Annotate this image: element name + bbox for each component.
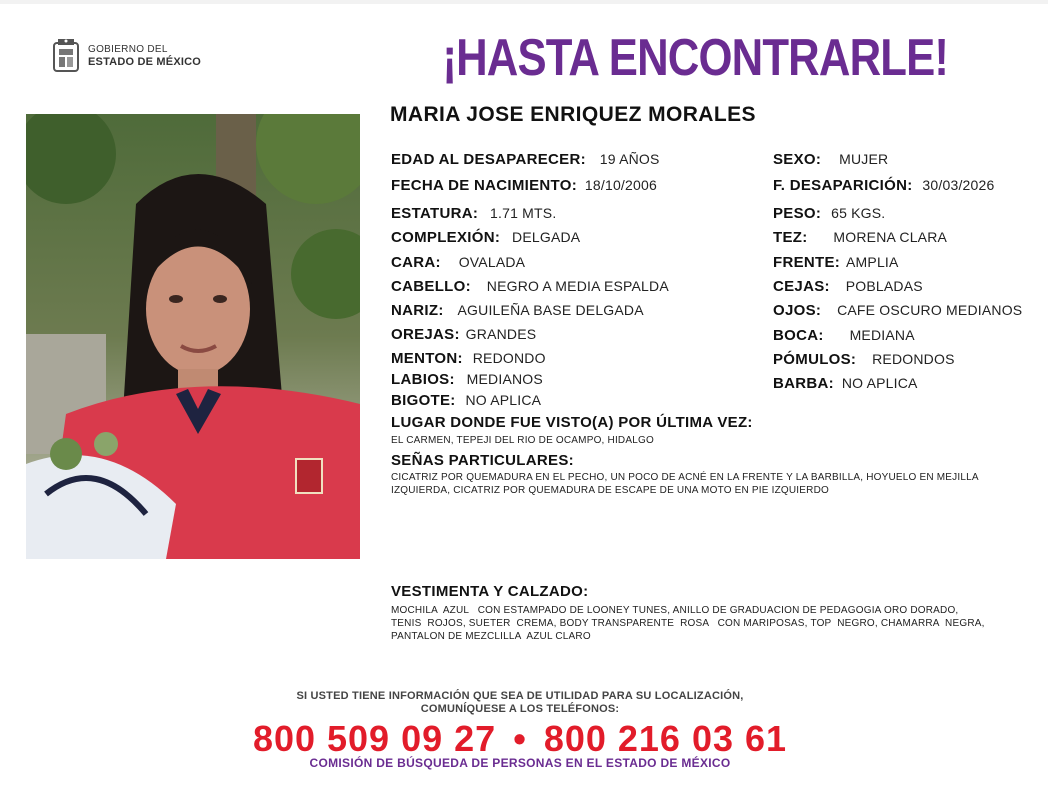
phone-separator: • (513, 718, 527, 759)
field-nariz (391, 302, 644, 319)
state-coat-of-arms-icon (50, 37, 82, 75)
marks-title: SEÑAS PARTICULARES: (391, 452, 574, 469)
field-value: AGUILEÑA BASE DELGADA (457, 302, 644, 318)
field-value: 65 KGS. (831, 205, 886, 221)
field-label: EDAD AL DESAPARECER: (391, 151, 586, 168)
field-estatura (391, 205, 556, 222)
field-label: PÓMULOS: (773, 351, 857, 368)
field-label: BIGOTE: (391, 392, 456, 409)
field-fecha-desaparicion (773, 177, 995, 194)
field-label: COMPLEXIÓN: (391, 229, 501, 246)
government-logo (50, 36, 220, 76)
marks-line-2: IZQUIERDA, CICATRIZ POR QUEMADURA DE ESCAPE DE UNA MOTO EN PIE IZQUIERDO (391, 485, 829, 496)
field-value: MEDIANA (849, 327, 915, 343)
field-label: NARIZ: (391, 302, 444, 319)
clothing-line-2: TENIS ROJOS, SUETER CREMA, BODY TRANSPARENTE ROSA CON MARIPOSAS, TOP NEGRO, CHAMARRA NEGRA, (391, 618, 985, 629)
person-name: MARIA JOSE ENRIQUEZ MORALES (390, 103, 756, 126)
field-barba (773, 375, 918, 392)
field-value: 1.71 MTS. (490, 205, 557, 221)
field-label: FECHA DE NACIMIENTO: (391, 177, 577, 194)
clothing-line-3: PANTALON DE MEZCLILLA AZUL CLARO (391, 631, 591, 642)
headline: ¡HASTA ENCONTRARLE! (442, 29, 949, 87)
field-sexo (773, 151, 888, 168)
phone-number-2[interactable]: 800 216 03 61 (543, 718, 788, 759)
field-label: TEZ: (773, 229, 808, 246)
person-photo-illustration (26, 114, 360, 559)
field-bigote (391, 392, 541, 409)
field-edad (391, 151, 660, 168)
last-seen-text: EL CARMEN, TEPEJI DEL RIO DE OCAMPO, HIDALGO (391, 435, 654, 446)
last-seen-title: LUGAR DONDE FUE VISTO(A) POR ÚLTIMA VEZ: (391, 414, 753, 431)
field-value: MEDIANOS (466, 371, 543, 387)
person-photo (26, 114, 360, 559)
field-complexion (391, 229, 580, 246)
field-pomulos (773, 351, 955, 368)
field-value: GRANDES (465, 326, 537, 342)
clothing-line-1: MOCHILA AZUL CON ESTAMPADO DE LOONEY TUNES, ANILLO DE GRADUACION DE PEDAGOGIA ORO DORADO, (391, 605, 959, 616)
commission-name: COMISIÓN DE BÚSQUEDA DE PERSONAS EN EL ESTADO DE MÉXICO (309, 756, 731, 770)
field-ojos (773, 302, 1022, 319)
top-border (0, 0, 1048, 4)
field-frente (773, 254, 899, 271)
field-label: OREJAS: (391, 326, 460, 343)
field-label: CEJAS: (773, 278, 830, 295)
field-label: BOCA: (773, 327, 824, 344)
field-value: NO APLICA (465, 392, 542, 408)
logo-line-1: GOBIERNO DEL (88, 44, 168, 55)
field-orejas (391, 326, 536, 343)
field-label: SEXO: (773, 151, 822, 168)
field-label: LABIOS: (391, 371, 455, 388)
phone-numbers (200, 718, 840, 760)
field-labios (391, 371, 543, 388)
field-menton (391, 350, 546, 367)
field-label: MENTON: (391, 350, 463, 367)
field-tez (773, 229, 947, 246)
phone-number-1[interactable]: 800 509 09 27 (252, 718, 497, 759)
field-label: FRENTE: (773, 254, 841, 271)
clothing-title: VESTIMENTA Y CALZADO: (391, 583, 589, 600)
field-label: CABELLO: (391, 278, 471, 295)
field-value: MORENA CLARA (833, 229, 948, 245)
field-label: PESO: (773, 205, 822, 222)
contact-info-line-2: COMUNÍQUESE A LOS TELÉFONOS: (420, 703, 620, 715)
field-value: 30/03/2026 (922, 177, 995, 193)
field-label: BARBA: (773, 375, 834, 392)
field-value: DELGADA (512, 229, 581, 245)
field-value: POBLADAS (845, 278, 923, 294)
field-cara (391, 254, 525, 271)
field-peso (773, 205, 885, 222)
field-value: MUJER (839, 151, 889, 167)
field-cejas (773, 278, 923, 295)
field-label: ESTATURA: (391, 205, 479, 222)
field-value: NO APLICA (841, 375, 918, 391)
field-value: OVALADA (458, 254, 526, 270)
contact-info-line-1: SI USTED TIENE INFORMACIÓN QUE SEA DE UTILIDAD PARA SU LOCALIZACIÓN, (296, 690, 744, 702)
field-boca (773, 327, 915, 344)
field-value: REDONDO (472, 350, 546, 366)
field-label: F. DESAPARICIÓN: (773, 177, 913, 194)
contact-info (240, 690, 800, 716)
field-value: CAFE OSCURO MEDIANOS (837, 302, 1023, 318)
field-value: AMPLIA (846, 254, 899, 270)
field-value: REDONDOS (872, 351, 955, 367)
field-value: 18/10/2006 (584, 177, 657, 193)
field-label: CARA: (391, 254, 441, 271)
marks-line-1: CICATRIZ POR QUEMADURA EN EL PECHO, UN POCO DE ACNÉ EN LA FRENTE Y LA BARBILLA, HOYUELO EN MEJILLA (391, 472, 979, 483)
field-value: 19 AÑOS (599, 151, 660, 167)
field-cabello (391, 278, 669, 295)
field-fecha-nacimiento (391, 177, 657, 194)
field-value: NEGRO A MEDIA ESPALDA (486, 278, 669, 294)
logo-line-2: ESTADO DE MÉXICO (88, 56, 202, 68)
field-label: OJOS: (773, 302, 822, 319)
